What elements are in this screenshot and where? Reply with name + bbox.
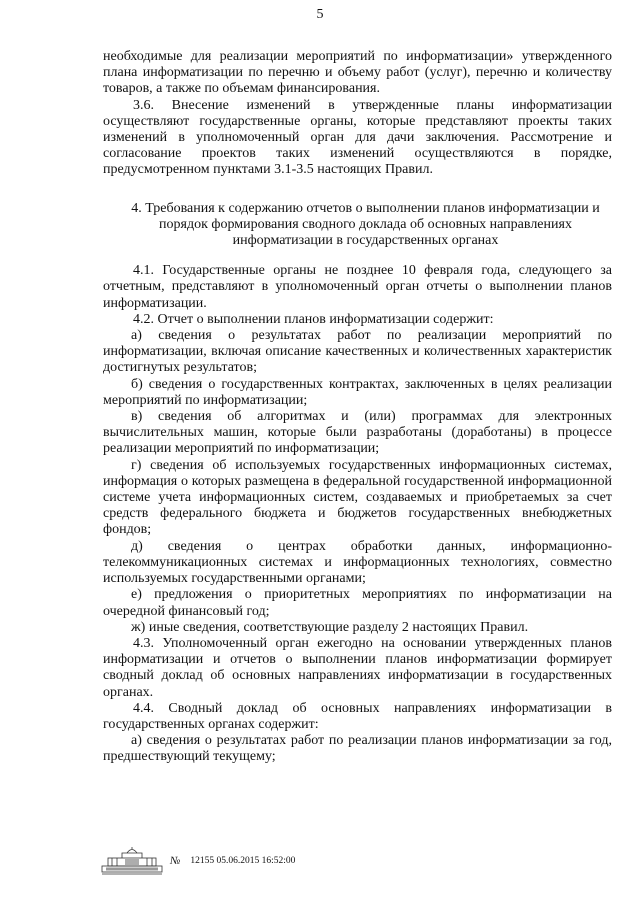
section-heading: 4. Требования к содержанию отчетов о выполнении планов информатизации и порядок формирования сводного доклада об основных направлениях информатизации в государственных органах bbox=[131, 200, 600, 249]
item-4-4-a: а) сведения о результатах работ по реализации планов информатизации за год, предшествующий текущему; bbox=[103, 733, 612, 765]
item-4-2-e: е) предложения о приоритетных мероприятиях по информатизации на очередной финансовый год; bbox=[103, 587, 612, 619]
item-4-2-a: а) сведения о результатах работ по реализации мероприятий по информатизации, включая описание качественных и количественных характеристик достигнутых результатов; bbox=[103, 328, 612, 376]
paragraph-continuation: необходимые для реализации мероприятий по информатизации» утвержденного плана информатизации по перечню и объему работ (услуг), перечню и количеству товаров, а также по объемам финансирования. bbox=[103, 49, 612, 97]
item-4-2-b: б) сведения о государственных контрактах, заключенных в целях реализации мероприятий по информатизации; bbox=[103, 376, 612, 408]
item-4-2-v: в) сведения об алгоритмах и (или) программах для электронных вычислительных машин, которые были разработаны (доработаны) в процессе реализации мероприятий по информатизации; bbox=[103, 409, 612, 457]
item-4-2-zh: ж) иные сведения, соответствующие разделу 2 настоящих Правил. bbox=[131, 619, 529, 635]
government-building-logo bbox=[100, 846, 164, 876]
document-body bbox=[103, 49, 612, 766]
paragraph-3-6: 3.6. Внесение изменений в утвержденные планы информатизации осуществляют государственные органы, которые представляют проекты таких изменений в уполномоченный орган для дачи заключения. Рассмотрение и согласование проектов таких изменений осуществляются в порядке, предусмотренном пунктами 3.1-3.5 настоящих Правил. bbox=[103, 97, 612, 178]
registration-stamp: 12155 05.06.2015 16:52:00 bbox=[190, 856, 296, 866]
footer-registration bbox=[100, 846, 295, 876]
item-4-2-d: д) сведения о центрах обработки данных, информационно-телекоммуникационных системах и информационных технологиях, совместно используемых государственными органами; bbox=[103, 538, 612, 587]
item-4-2-g: г) сведения об используемых государственных информационных системах, информация о которых размещена в федеральной государственной информационной системе учета информационных систем, создаваемых и приобретаемых за счет средств федерального бюджета и бюджетов государственных внебюджетных фондов; bbox=[103, 457, 612, 538]
item-4-2: 4.2. Отчет о выполнении планов информатизации содержит: bbox=[133, 311, 494, 327]
item-4-1: 4.1. Государственные органы не позднее 10 февраля года, следующего за отчетным, представляют в уполномоченный орган отчеты о выполнении планов информатизации. bbox=[103, 263, 612, 311]
page-number: 5 bbox=[316, 7, 324, 22]
item-4-4: 4.4. Сводный доклад об основных направлениях информатизации в государственных органах содержит: bbox=[103, 700, 612, 732]
item-4-3: 4.3. Уполномоченный орган ежегодно на основании утвержденных планов информатизации и отчетов о выполнении планов информатизации формирует сводный доклад об основных направлениях информатизации в государственных органах. bbox=[103, 635, 612, 700]
number-sign: № bbox=[170, 855, 181, 867]
